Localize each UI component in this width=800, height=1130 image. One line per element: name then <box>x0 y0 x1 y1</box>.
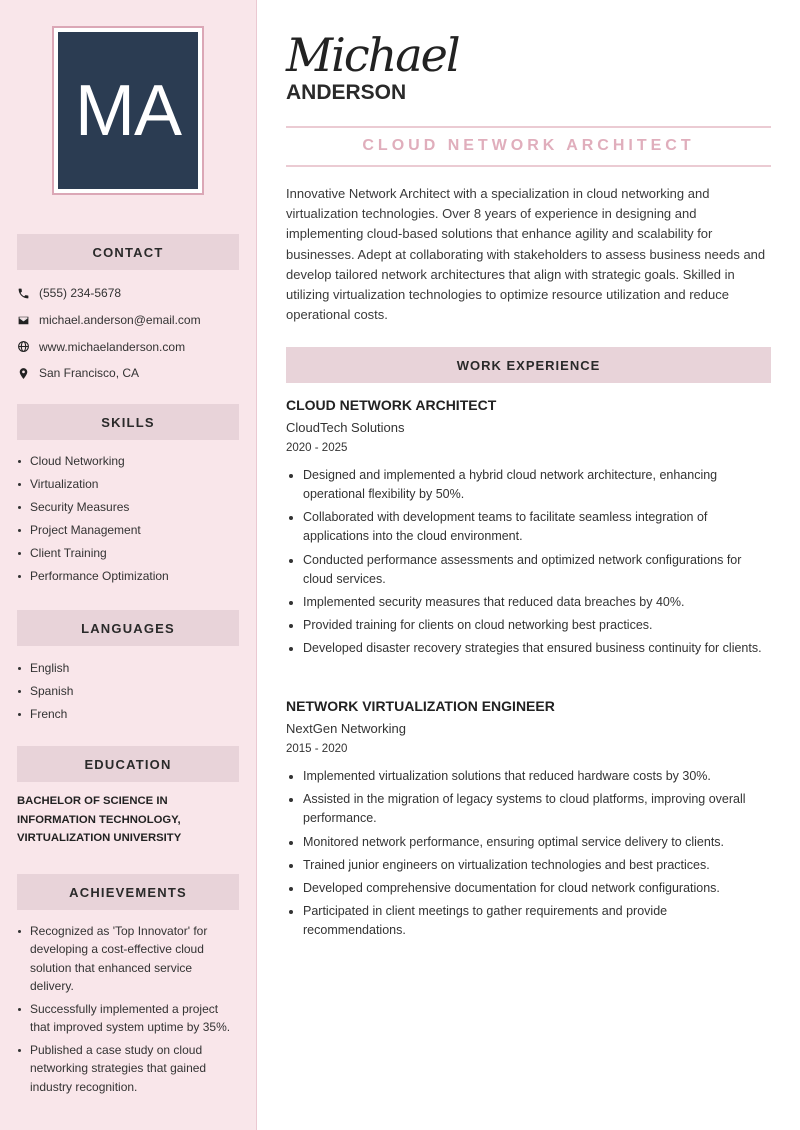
contact-heading: CONTACT <box>17 234 239 270</box>
job-bullets <box>286 767 771 940</box>
skill-item: Project Management <box>17 521 232 539</box>
achievements-heading: ACHIEVEMENTS <box>17 874 239 910</box>
work-experience-heading: WORK EXPERIENCE <box>286 347 771 383</box>
job-entry <box>286 698 771 945</box>
phone-text: (555) 234-5678 <box>39 286 122 301</box>
job-role: NETWORK VIRTUALIZATION ENGINEER <box>286 698 555 714</box>
email-link[interactable]: michael.anderson@email.com <box>39 313 201 328</box>
job-bullet: Trained junior engineers on virtualization technologies and best practices. <box>286 856 771 875</box>
sidebar <box>0 0 257 1130</box>
education-degree: BACHELOR OF SCIENCE IN INFORMATION TECHNOLOGY, VIRTUALIZATION UNIVERSITY <box>17 795 182 844</box>
job-bullet: Provided training for clients on cloud networking best practices. <box>286 616 771 635</box>
achievement-item: Recognized as 'Top Innovator' for developing a cost-effective cloud solution that enhanced service delivery. <box>17 922 237 995</box>
job-title: CLOUD NETWORK ARCHITECT <box>362 137 695 154</box>
job-bullet: Developed comprehensive documentation for cloud network configurations. <box>286 879 771 898</box>
location-pin-icon <box>17 367 30 380</box>
divider <box>286 165 771 167</box>
contact-website <box>17 333 201 360</box>
skill-item: Virtualization <box>17 475 232 493</box>
achievement-item: Published a case study on cloud networking strategies that gained industry recognition. <box>17 1041 237 1096</box>
skills-heading: SKILLS <box>17 404 239 440</box>
contact-location <box>17 360 201 387</box>
job-bullet: Collaborated with development teams to facilitate seamless integration of applications into the cloud environment. <box>286 508 771 546</box>
skill-item: Security Measures <box>17 498 232 516</box>
skill-item: Cloud Networking <box>17 452 232 470</box>
language-item: French <box>17 705 232 723</box>
achievement-item: Successfully implemented a project that improved system uptime by 35%. <box>17 1000 237 1037</box>
job-bullet: Participated in client meetings to gather requirements and provide recommendations. <box>286 902 771 940</box>
email-icon <box>17 314 30 327</box>
job-entry <box>286 397 771 663</box>
job-bullet: Implemented security measures that reduced data breaches by 40%. <box>286 593 771 612</box>
location-text: San Francisco, CA <box>39 366 140 381</box>
monogram-initials: MA <box>58 32 198 189</box>
job-bullet: Implemented virtualization solutions that reduced hardware costs by 30%. <box>286 767 771 786</box>
monogram <box>52 26 204 195</box>
contact-email <box>17 307 201 334</box>
contact-phone <box>17 280 201 307</box>
summary: Innovative Network Architect with a specialization in cloud networking and virtualization technologies. Over 8 years of experience in designing and implementing cloud-based solutions that enhance agility and scalability for businesses. Adept at collaborating with stakeholders to assess business needs and develop tailored network architectures that align with strategic goals. Skilled in utilizing virtualization technologies to optimize resource utilization and reduce operational costs. <box>286 186 766 323</box>
languages-heading: LANGUAGES <box>17 610 239 646</box>
language-item: Spanish <box>17 682 232 700</box>
contact-list <box>17 280 201 387</box>
last-name: ANDERSON <box>286 81 407 104</box>
skill-item: Client Training <box>17 544 232 562</box>
languages-list <box>17 659 232 728</box>
education-heading: EDUCATION <box>17 746 239 782</box>
job-bullet: Assisted in the migration of legacy systems to cloud platforms, improving overall performance. <box>286 790 771 828</box>
website-link[interactable]: www.michaelanderson.com <box>39 339 186 354</box>
job-role: CLOUD NETWORK ARCHITECT <box>286 397 497 413</box>
job-bullet: Developed disaster recovery strategies that ensured business continuity for clients. <box>286 639 771 658</box>
job-company: CloudTech Solutions <box>286 420 405 435</box>
job-bullet: Conducted performance assessments and optimized network configurations for cloud services. <box>286 551 771 589</box>
skills-list <box>17 452 232 590</box>
job-dates: 2015 - 2020 <box>286 743 348 755</box>
divider <box>286 126 771 128</box>
phone-icon <box>17 287 30 300</box>
skill-item: Performance Optimization <box>17 567 232 585</box>
job-bullet: Designed and implemented a hybrid cloud network architecture, enhancing operational flexibility by 50%. <box>286 466 771 504</box>
job-bullets <box>286 466 771 658</box>
first-name: Michael <box>286 28 459 82</box>
language-item: English <box>17 659 232 677</box>
achievements-list <box>17 922 237 1101</box>
job-company: NextGen Networking <box>286 721 406 736</box>
job-dates: 2020 - 2025 <box>286 442 348 454</box>
job-bullet: Monitored network performance, ensuring optimal service delivery to clients. <box>286 833 771 852</box>
globe-icon <box>17 340 30 353</box>
